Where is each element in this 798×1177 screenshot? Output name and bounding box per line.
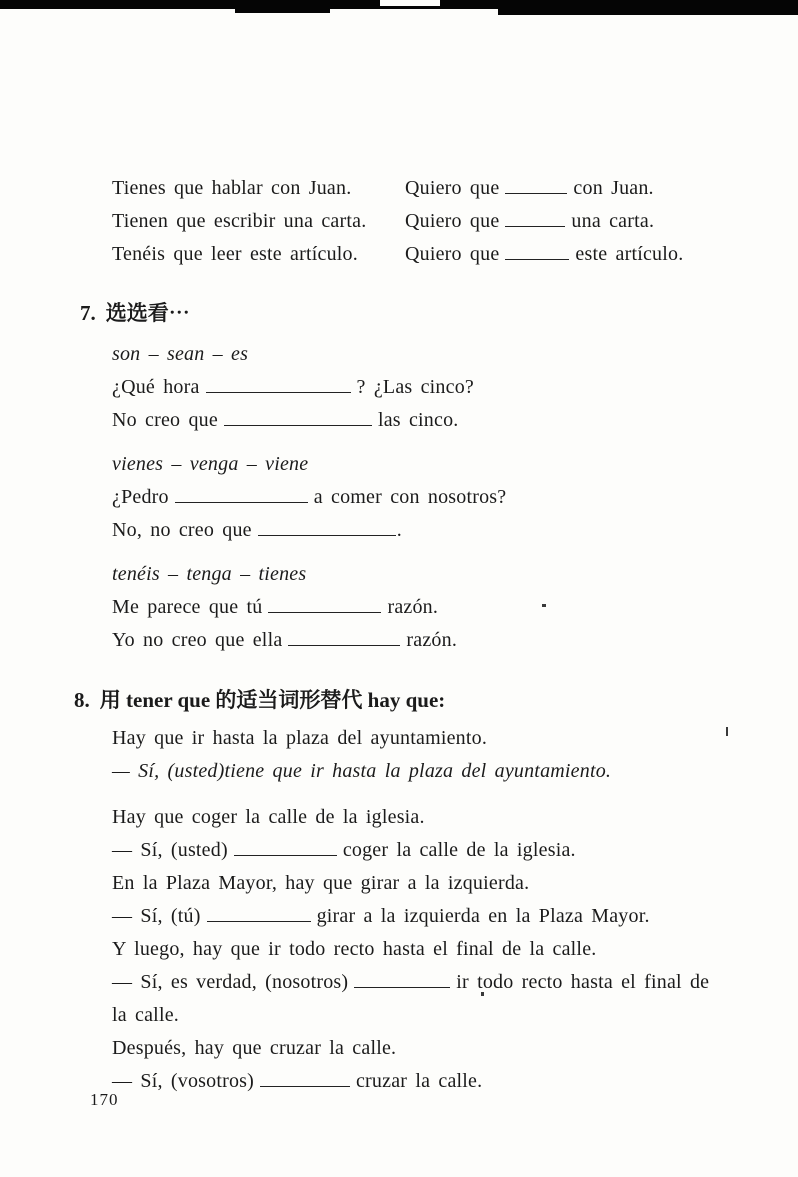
intro-pair-row — [112, 172, 683, 205]
exercise-sentence — [112, 404, 506, 437]
sentence-before-blank: Me parece que tú — [112, 596, 263, 618]
scan-edge-artifact — [235, 0, 330, 13]
exercise-answer — [112, 1065, 712, 1098]
fill-in-blank — [268, 598, 381, 613]
fill-in-blank — [260, 1072, 350, 1087]
sentence-after-blank: . — [396, 519, 402, 541]
sentence-before-blank: No, no creo que — [112, 519, 252, 541]
fill-in-blank — [505, 245, 569, 260]
sentence-after-blank: coger la calle de la iglesia. — [342, 839, 576, 861]
fill-in-blank — [505, 179, 567, 194]
sentence-before-blank: Yo no creo que ella — [112, 629, 283, 651]
option-words: son – sean – es — [112, 343, 249, 365]
exercise8-body — [112, 722, 712, 1098]
sentence-before-blank: — Sí, (tú) — [112, 905, 201, 927]
scan-speck — [542, 604, 546, 607]
exercise-prompt: En la Plaza Mayor, hay que girar a la izquierda. — [112, 872, 530, 894]
fill-in-blank — [207, 907, 311, 922]
intro-left-sentence: Tienen que escribir una carta. — [112, 210, 367, 232]
intro-right-sentence — [405, 238, 683, 271]
exercise-answer — [112, 900, 712, 933]
intro-left-sentence: Tenéis que leer este artículo. — [112, 243, 358, 265]
sentence-before-blank: ¿Pedro — [112, 486, 169, 508]
fill-in-blank — [206, 378, 351, 393]
sentence-after-blank: razón. — [406, 629, 458, 651]
scan-edge-artifact — [380, 0, 440, 6]
fill-in-blank — [224, 411, 372, 426]
sentence-before-blank: — Sí, es verdad, (nosotros) — [112, 971, 349, 993]
exercise8-title: 用 tener que 的适当词形替代 hay que: — [99, 688, 446, 712]
intro-right-before: Quiero que — [405, 243, 500, 265]
exercise7-heading — [80, 297, 190, 330]
page-number: 170 — [90, 1090, 119, 1109]
exercise-prompt: Y luego, hay que ir todo recto hasta el final de la calle. — [112, 938, 597, 960]
intro-pair-row — [112, 238, 683, 271]
scan-speck — [726, 727, 728, 736]
sentence-before-blank: — Sí, (vosotros) — [112, 1070, 254, 1092]
intro-right-before: Quiero que — [405, 210, 500, 232]
intro-right-after: con Juan. — [573, 177, 654, 199]
sentence-before-blank: ¿Qué hora — [112, 376, 200, 398]
option-words: tenéis – tenga – tienes — [112, 563, 307, 585]
intro-right-after: este artículo. — [575, 243, 684, 265]
exercise-answer — [112, 834, 712, 867]
exercise-prompt: Después, hay que cruzar la calle. — [112, 1037, 397, 1059]
sentence-after-blank: girar a la izquierda en la Plaza Mayor. — [316, 905, 650, 927]
exercise-sentence — [112, 371, 506, 404]
exercise-sentence — [112, 514, 506, 547]
exercise-answer — [112, 966, 712, 1032]
intro-pairs-section — [112, 172, 683, 271]
sentence-after-blank: ? ¿Las cinco? — [356, 376, 474, 398]
option-words: vienes – venga – viene — [112, 453, 309, 475]
fill-in-blank — [234, 841, 337, 856]
sentence-after-blank: ir todo recto hasta el final de la calle. — [112, 971, 710, 1026]
fill-in-blank — [288, 631, 400, 646]
fill-in-blank — [505, 212, 565, 227]
exercise-sentence — [112, 481, 506, 514]
exercise-sentence — [112, 591, 506, 624]
exercise8-number: 8. — [74, 688, 90, 712]
exercise-prompt: Hay que coger la calle de la iglesia. — [112, 806, 425, 828]
exercise7-title: 选选看⋯ — [105, 301, 190, 325]
intro-right-after: una carta. — [571, 210, 655, 232]
exercise7-number: 7. — [80, 301, 96, 325]
sentence-after-blank: las cinco. — [377, 409, 459, 431]
fill-in-blank — [175, 488, 308, 503]
fill-in-blank — [258, 521, 396, 536]
scan-edge-artifact — [498, 0, 798, 15]
example-answer: — Sí, (usted)tiene que ir hasta la plaza del ayuntamiento. — [112, 760, 612, 782]
intro-pair-row — [112, 205, 683, 238]
exercise8-heading — [74, 684, 445, 717]
sentence-after-blank: a comer con nosotros? — [313, 486, 507, 508]
exercise7-body — [112, 338, 506, 657]
sentence-before-blank: — Sí, (usted) — [112, 839, 228, 861]
exercise7-group — [112, 558, 506, 657]
intro-right-before: Quiero que — [405, 177, 500, 199]
sentence-after-blank: cruzar la calle. — [355, 1070, 483, 1092]
exercise-prompt: Hay que ir hasta la plaza del ayuntamiento. — [112, 727, 488, 749]
exercise-sentence — [112, 624, 506, 657]
sentence-after-blank: razón. — [387, 596, 439, 618]
intro-left-sentence: Tienes que hablar con Juan. — [112, 177, 352, 199]
sentence-before-blank: No creo que — [112, 409, 218, 431]
fill-in-blank — [354, 973, 450, 988]
exercise7-group — [112, 448, 506, 547]
intro-right-sentence — [405, 205, 654, 238]
exercise7-group — [112, 338, 506, 437]
intro-right-sentence — [405, 172, 654, 205]
